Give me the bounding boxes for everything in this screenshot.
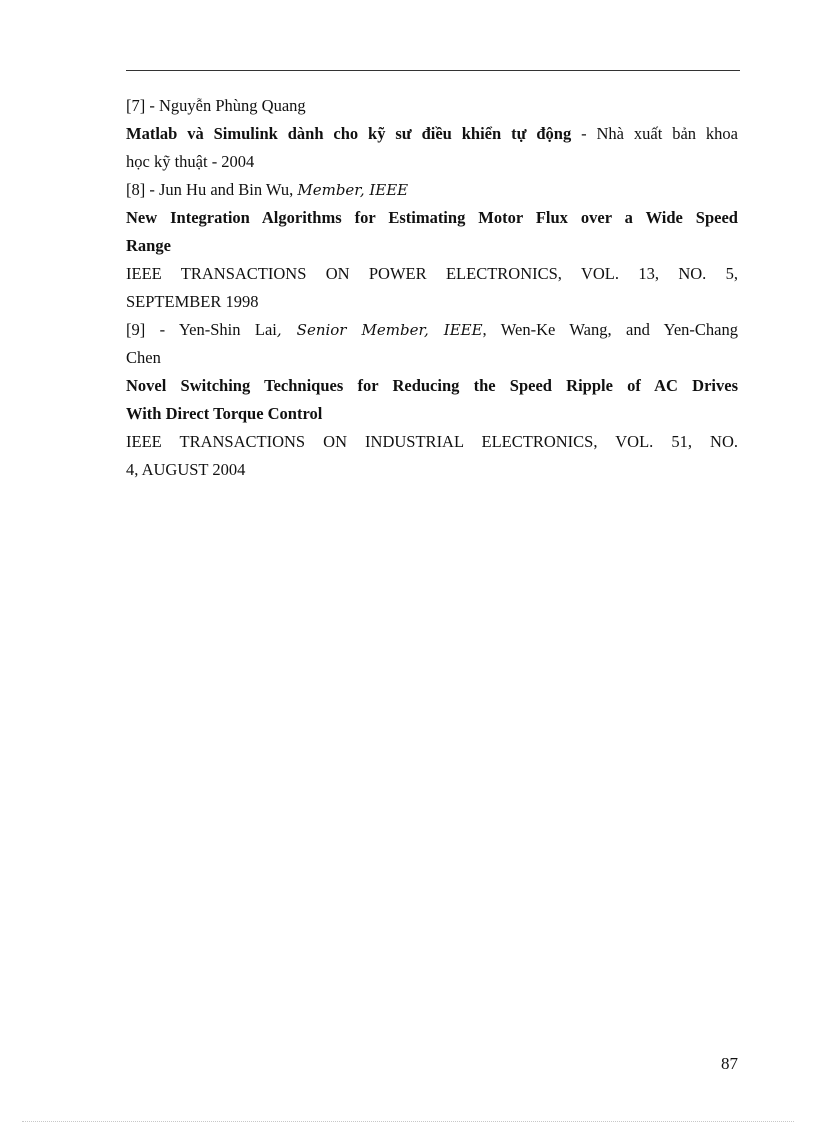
reference-publisher: Nhà xuất bản khoa bbox=[596, 124, 738, 143]
reference-authors: Nguyễn Phùng Quang bbox=[158, 96, 306, 115]
reference-separator: - bbox=[571, 124, 597, 143]
reference-title-line-continued: With Direct Torque Control bbox=[126, 404, 323, 423]
reference-title-line bbox=[126, 120, 738, 148]
reference-affiliation: Member, IEEE bbox=[297, 181, 409, 199]
page-number: 87 bbox=[721, 1054, 738, 1073]
reference-author-line-continued: Chen bbox=[126, 348, 161, 367]
reference-title: Matlab và Simulink dành cho kỹ sư điều khiển tự động bbox=[126, 124, 572, 143]
reference-publisher-continued: học kỹ thuật - 2004 bbox=[126, 152, 255, 171]
reference-number: [8] - bbox=[126, 180, 155, 199]
reference-author-line bbox=[126, 92, 738, 120]
reference-number: [7] - bbox=[126, 96, 155, 115]
reference-affiliation: , Senior Member, IEEE bbox=[276, 321, 483, 339]
reference-number: [9] - bbox=[126, 320, 166, 339]
reference-publisher-line bbox=[126, 148, 738, 176]
reference-author-line bbox=[126, 176, 738, 204]
reference-authors-rest: , Wen-Ke Wang, and Yen-Chang bbox=[482, 320, 738, 339]
reference-source-line: IEEE TRANSACTIONS ON INDUSTRIAL ELECTRONICS, VOL. 51, NO. bbox=[126, 432, 738, 451]
reference-author-line bbox=[126, 316, 738, 344]
reference-title-line-continued: Range bbox=[126, 236, 171, 255]
reference-source-line: IEEE TRANSACTIONS ON POWER ELECTRONICS, VOL. 13, NO. 5, bbox=[126, 264, 738, 283]
reference-list bbox=[126, 92, 738, 484]
reference-title-line: Novel Switching Techniques for Reducing the Speed Ripple of AC Drives bbox=[126, 376, 738, 395]
reference-authors: Jun Hu and Bin Wu, bbox=[158, 180, 294, 199]
reference-entry-9 bbox=[126, 316, 738, 484]
header-rule bbox=[126, 70, 740, 71]
footer-dotted-rule bbox=[22, 1121, 794, 1122]
reference-title-line: New Integration Algorithms for Estimating Motor Flux over a Wide Speed bbox=[126, 208, 738, 227]
reference-source-line-continued: 4, AUGUST 2004 bbox=[126, 460, 246, 479]
reference-entry-8 bbox=[126, 176, 738, 316]
reference-entry-7 bbox=[126, 92, 738, 176]
reference-source-line-continued: SEPTEMBER 1998 bbox=[126, 292, 259, 311]
reference-author-first: Yen-Shin Lai bbox=[178, 320, 277, 339]
